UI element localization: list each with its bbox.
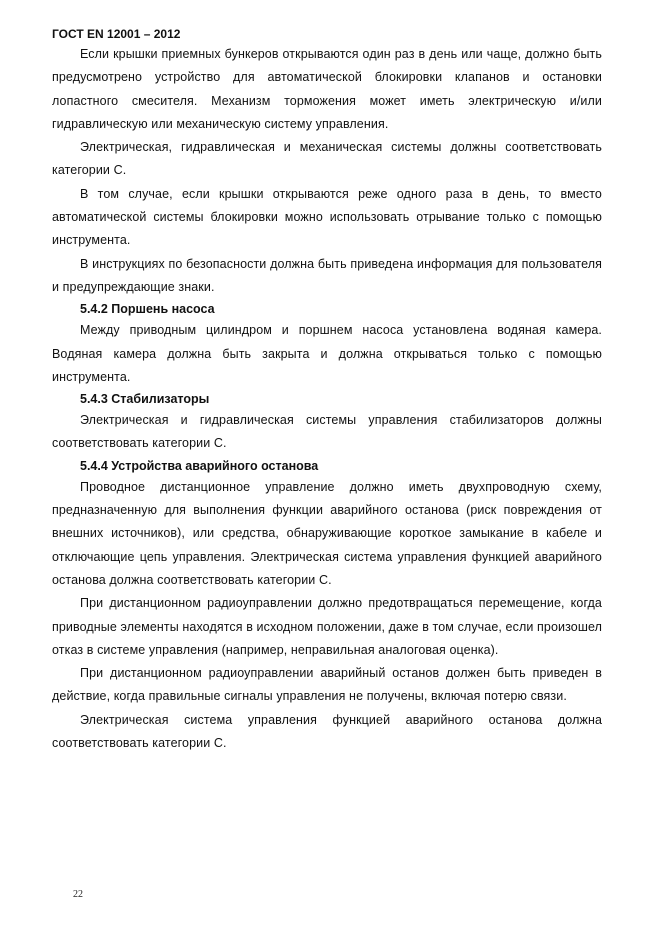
paragraph-safety-instructions: В инструкциях по безопасности должна быть приведена информация для пользователя и предупреждающие знаки.	[52, 256, 602, 294]
paragraph-radio-remote-movement: При дистанционном радиоуправлении должно предотвращаться перемещение, когда приводные элементы находятся в исходном положении, даже в том случае, если произошел отказ в системе управления (например, неправильная аналоговая оценка).	[52, 596, 602, 657]
paragraph-radio-remote-stop: При дистанционном радиоуправлении аварийный останов должен быть приведен в действие, когда правильные сигналы управления не получены, включая потерю связи.	[52, 666, 602, 704]
paragraph-water-chamber: Между приводным цилиндром и поршнем насоса установлена водяная камера. Водяная камера должна быть закрыта и должна открываться только с помощью инструмента.	[52, 323, 602, 384]
section-heading-emergency-stop: 5.4.4 Устройства аварийного останова	[80, 458, 319, 473]
paragraph-rare-opening: В том случае, если крышки открываются реже одного раза в день, то вместо автоматической системы блокировки можно использовать отрывание только с помощью инструмента.	[52, 186, 602, 248]
document-page	[52, 25, 602, 755]
paragraph-stabilizer-control: Электрическая и гидравлическая системы управления стабилизаторов должны соответствовать категории С.	[52, 413, 602, 451]
section-heading-pump-piston: 5.4.2 Поршень насоса	[80, 302, 215, 317]
section-heading-stabilizers: 5.4.3 Стабилизаторы	[80, 392, 210, 407]
paragraph-emergency-category: Электрическая система управления функцией аварийного останова должна соответствовать категории С.	[52, 712, 602, 751]
paragraph-hopper-lids: Если крышки приемных бункеров открываются один раз в день или чаще, должно быть предусмотрено устройство для автоматической блокировки клапанов и остановки лопастного смесителя. Механизм торможения может иметь электрическую и/или гидравлическую или механическую систему управления.	[52, 47, 602, 131]
paragraph-wired-remote: Проводное дистанционное управление должно иметь двухпроводную схему, предназначенную для выполнения функции аварийного останова (риск повреждения от внешних источников), или средства, обнаруживающие короткое замыкание в кабеле и отключающие цепь управления. Электрическая система управления функцией аварийного останова должна соответствовать категории С.	[52, 479, 602, 587]
document-code-header: ГОСТ EN 12001 – 2012	[52, 27, 181, 41]
paragraph-category-c: Электрическая, гидравлическая и механическая системы должны соответствовать категории С.	[52, 140, 602, 178]
page-number: 22	[73, 889, 83, 900]
